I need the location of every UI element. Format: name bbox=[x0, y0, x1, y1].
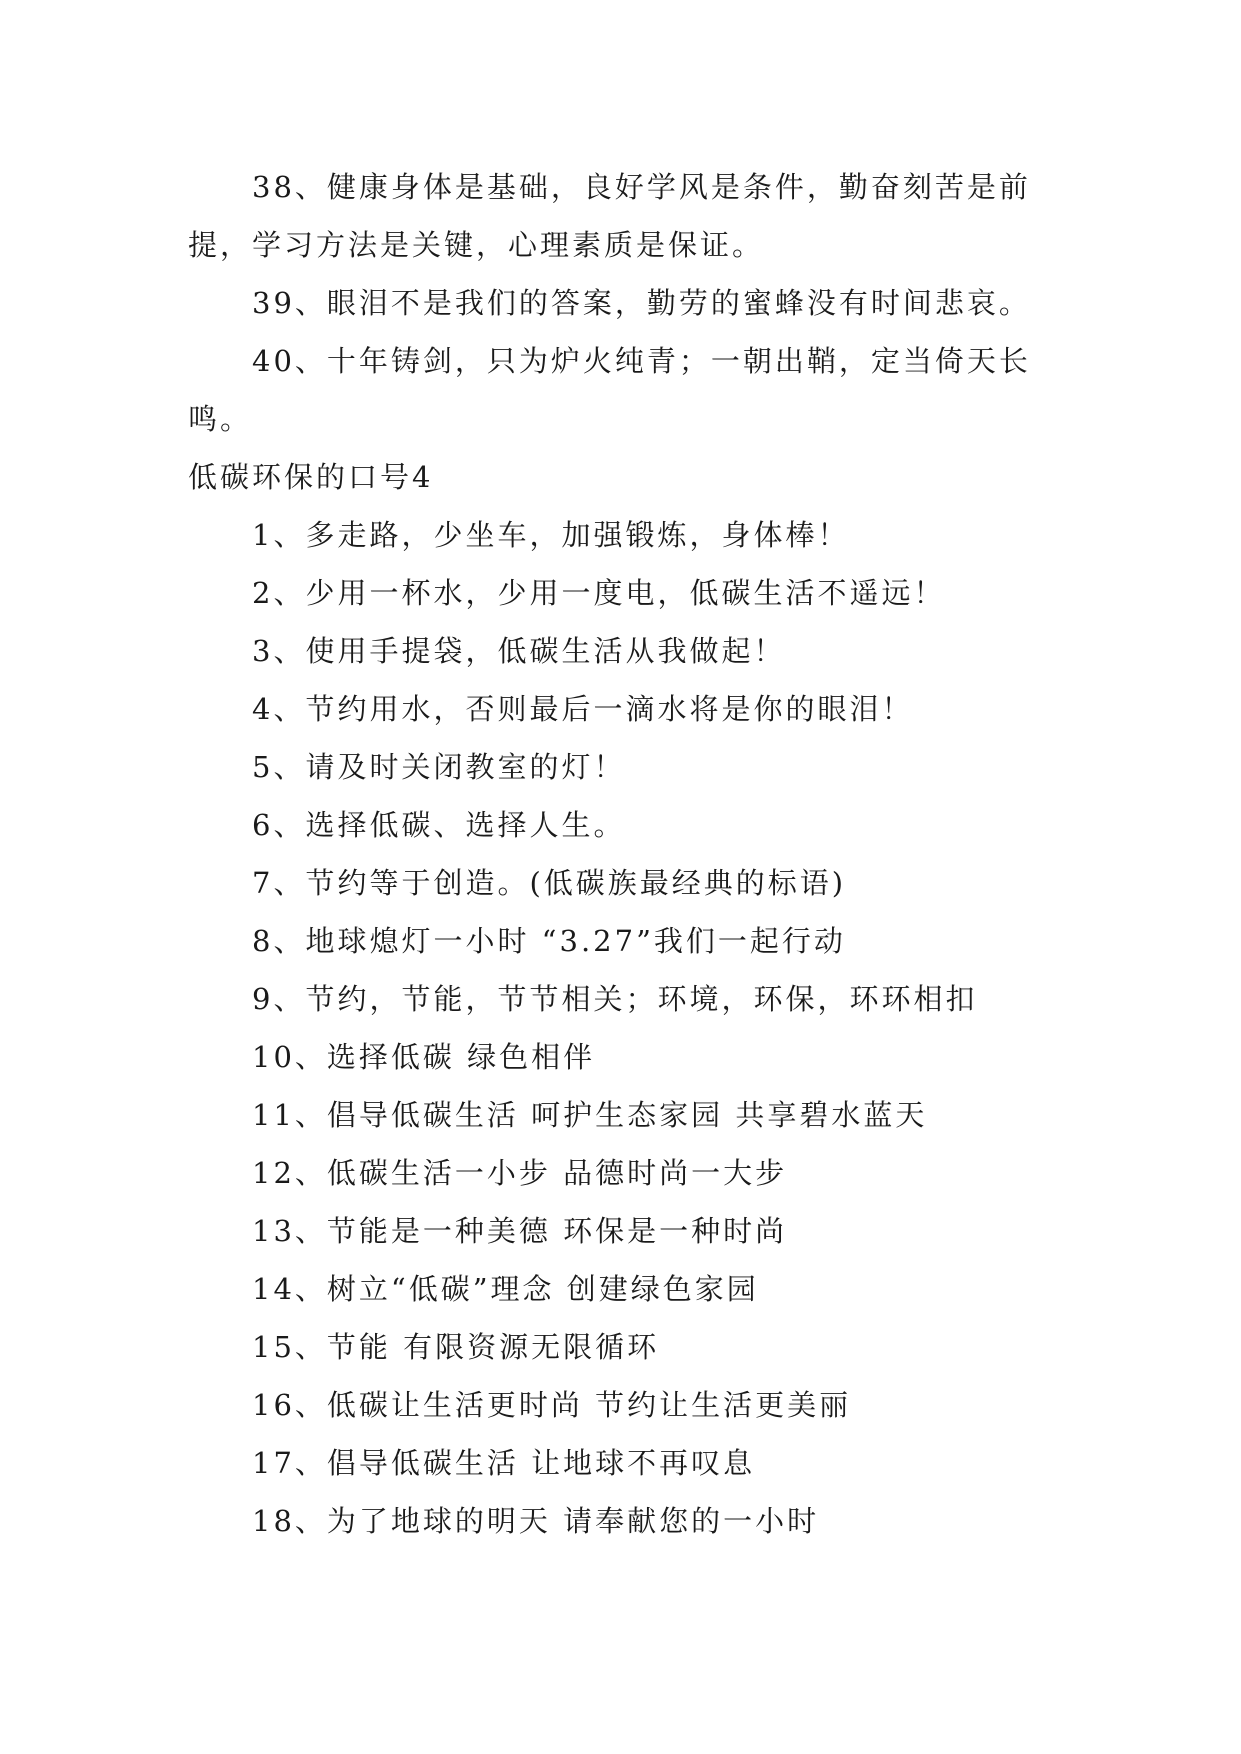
paragraph-38: 38、健康身体是基础，良好学风是条件，勤奋刻苦是前提，学习方法是关键，心理素质是保证。 bbox=[188, 170, 1031, 262]
paragraph-40: 40、十年铸剑，只为炉火纯青；一朝出鞘，定当倚天长鸣。 bbox=[188, 344, 1031, 436]
list-item: 6、选择低碳、选择人生。 bbox=[252, 808, 626, 842]
list-item: 12、低碳生活一小步 品德时尚一大步 bbox=[252, 1156, 788, 1190]
list-item: 4、节约用水，否则最后一滴水将是你的眼泪！ bbox=[252, 692, 914, 726]
list-item: 16、低碳让生活更时尚 节约让生活更美丽 bbox=[252, 1388, 852, 1422]
list-item: 8、地球熄灯一小时 “3.27”我们一起行动 bbox=[252, 924, 846, 958]
list-item: 18、为了地球的明天 请奉献您的一小时 bbox=[252, 1504, 820, 1538]
list-item: 5、请及时关闭教室的灯！ bbox=[252, 750, 626, 784]
list-item: 11、倡导低碳生活 呵护生态家园 共享碧水蓝天 bbox=[252, 1098, 928, 1132]
list-item: 14、树立“低碳”理念 创建绿色家园 bbox=[252, 1272, 759, 1306]
document-body bbox=[188, 158, 1068, 1550]
paragraph-39: 39、眼泪不是我们的答案，勤劳的蜜蜂没有时间悲哀。 bbox=[252, 286, 1031, 320]
list-item: 1、多走路，少坐车，加强锻炼，身体棒！ bbox=[252, 518, 850, 552]
list-item: 7、节约等于创造。(低碳族最经典的标语) bbox=[252, 866, 847, 900]
list-item: 3、使用手提袋，低碳生活从我做起！ bbox=[252, 634, 786, 668]
list-item: 15、节能 有限资源无限循环 bbox=[252, 1330, 660, 1364]
list-item: 13、节能是一种美德 环保是一种时尚 bbox=[252, 1214, 788, 1248]
list-item: 9、节约，节能，节节相关；环境，环保，环环相扣 bbox=[252, 982, 978, 1016]
list-item: 17、倡导低碳生活 让地球不再叹息 bbox=[252, 1446, 756, 1480]
list-item: 10、选择低碳 绿色相伴 bbox=[252, 1040, 596, 1074]
section-title: 低碳环保的口号4 bbox=[188, 460, 434, 494]
list-item: 2、少用一杯水，少用一度电，低碳生活不遥远！ bbox=[252, 576, 946, 610]
